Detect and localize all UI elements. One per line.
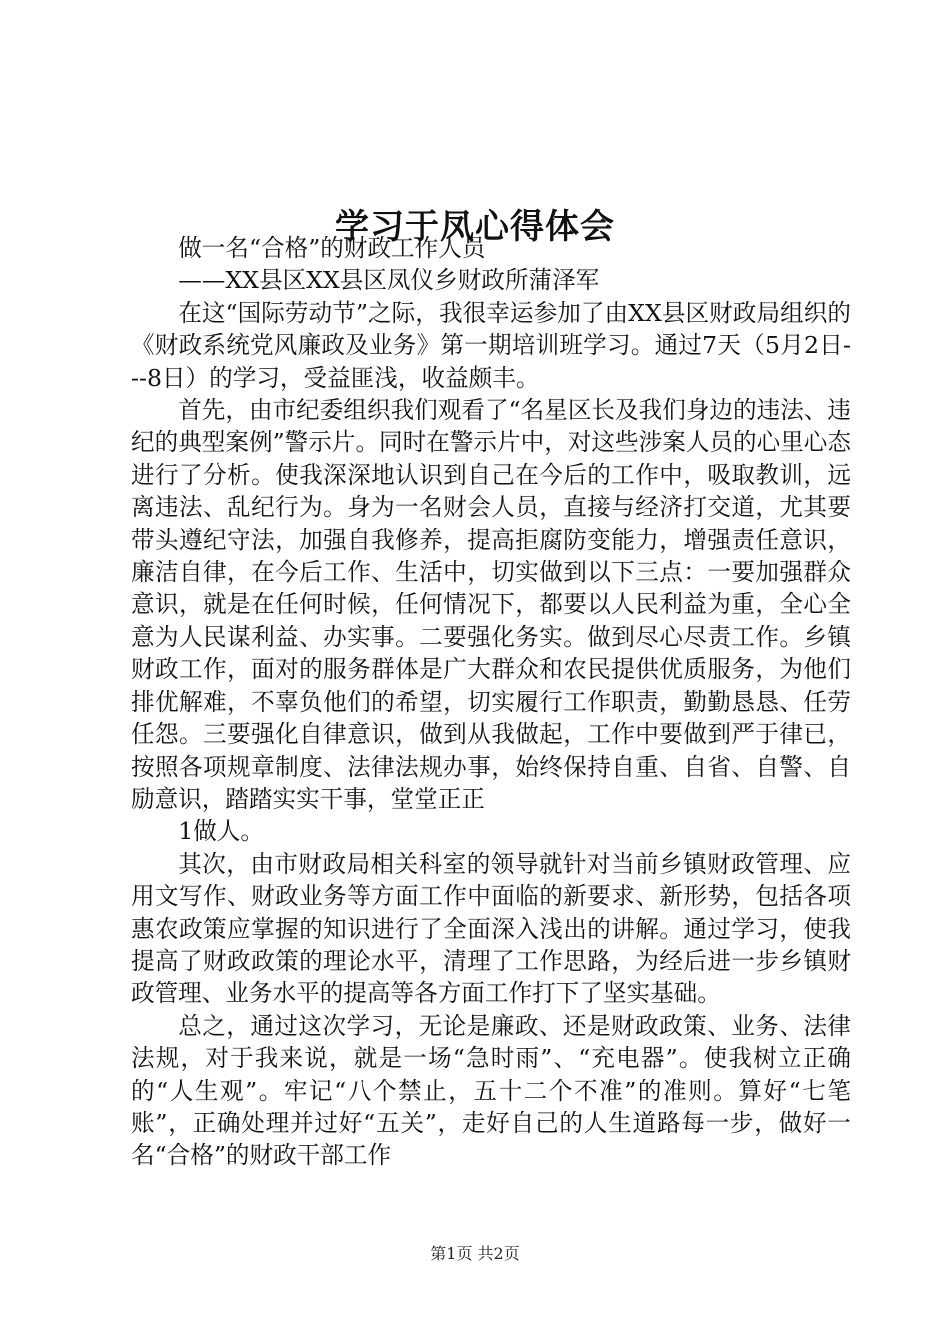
document-body bbox=[131, 232, 851, 1172]
page-number-footer: 第1页 共2页 bbox=[430, 1244, 520, 1263]
subtitle-paragraph: 做一名“合格”的财政工作人员 bbox=[178, 234, 486, 262]
conclusion-paragraph: 总之，通过这次学习，无论是廉政、还是财政政策、业务、法律法规，对于我来说，就是一场“急时雨”、“充电器”。使我树立正确的“人生观”。牢记“八个禁止，五十二个不准”的准则。算好“七笔账”，正确处理并过好“五关”，走好自己的人生道路每一步，做好一名“合格”的财政干部工作 bbox=[131, 1011, 851, 1170]
first-point-paragraph: 首先，由市纪委组织我们观看了“名星区长及我们身边的违法、违纪的典型案例”警示片。同时在警示片中，对这些涉案人员的心里心态进行了分析。使我深深地认识到自己在今后的工作中，吸取教训，远离违法、乱纪行为。身为一名财会人员，直接与经济打交道，尤其要带头遵纪守法，加强自我修养，提高拒腐防变能力，增强责任意识，廉洁自律，在今后工作、生活中，切实做到以下三点：一要加强群众意识，就是在任何时候，任何情况下，都要以人民利益为重，全心全意为人民谋利益、办实事。二要强化务实。做到尽心尽责工作。乡镇财政工作，面对的服务群体是广大群众和农民提供优质服务，为他们排优解难，不辜负他们的希望，切实履行工作职责，勤勤恳恳、任劳任怨。三要强化自律意识，做到从我做起，工作中要做到严于律已，按照各项规章制度、法律法规办事，始终保持自重、自省、自警、自励意识，踏踏实实干事，堂堂正正 bbox=[131, 396, 851, 813]
second-point-paragraph: 其次，由市财政局相关科室的领导就针对当前乡镇财政管理、应用文写作、财政业务等方面工作中面临的新要求、新形势，包括各项惠农政策应掌握的知识进行了全面深入浅出的讲解。通过学习，使我提高了财政政策的理论水平，清理了工作思路，为经后进一步乡镇财政管理、业务水平的提高等各方面工作打下了坚实基础。 bbox=[131, 849, 851, 1008]
intro-paragraph: 在这“国际劳动节”之际，我很幸运参加了由XX县区财政局组织的《财政系统党风廉政及业务》第一期培训班学习。通过7天（5月2日---8日）的学习，受益匪浅，收益颇丰。 bbox=[131, 298, 851, 392]
document-title: 学习于凤心得体会 bbox=[335, 206, 615, 247]
author-line: ——XX县区XX县区凤仪乡财政所蒲泽军 bbox=[178, 266, 600, 295]
continuation-line: 1做人。 bbox=[178, 817, 264, 846]
